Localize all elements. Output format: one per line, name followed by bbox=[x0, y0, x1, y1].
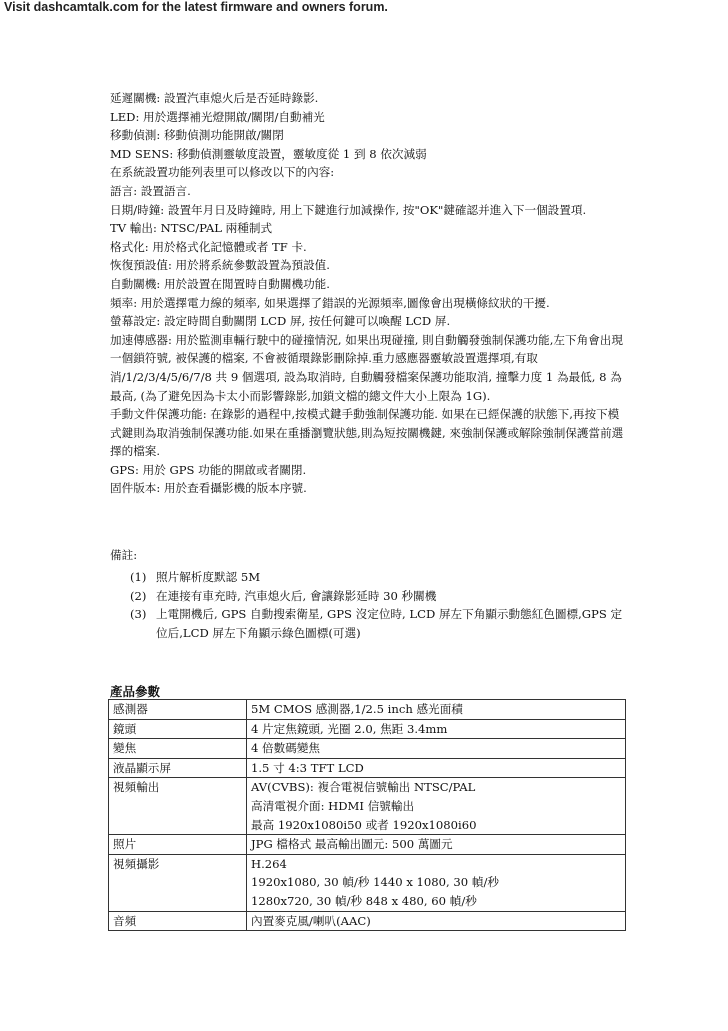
table-row bbox=[109, 700, 626, 720]
paragraph: 語言: 設置語言. bbox=[110, 183, 191, 198]
spec-value-line: 4 倍數碼變焦 bbox=[251, 741, 321, 756]
note-number: (3) bbox=[130, 607, 147, 622]
spec-key: 鏡頭 bbox=[109, 719, 247, 739]
spec-key: 視頻輸出 bbox=[109, 778, 247, 835]
spec-key: 感測器 bbox=[109, 700, 247, 720]
notes-list bbox=[130, 568, 630, 642]
note-text: 照片解析度默認 5M bbox=[156, 570, 261, 584]
spec-table bbox=[108, 699, 626, 931]
spec-value-line: 1.5 寸 4:3 TFT LCD bbox=[251, 760, 364, 775]
note-text: 在連接有車充時, 汽車熄火后, 會讓錄影延時 30 秒關機 bbox=[156, 588, 437, 603]
spec-value bbox=[247, 778, 626, 835]
spec-value bbox=[247, 739, 626, 759]
paragraph: 自動關機: 用於設置在閒置時自動關機功能. bbox=[110, 276, 330, 291]
paragraph: 延遲關機: 設置汽車熄火后是否延時錄影. bbox=[110, 91, 319, 105]
note-number: (1) bbox=[130, 570, 147, 584]
note-text: 上電開機后, GPS 自動搜索衛星, GPS 沒定位時, LCD 屏左下角顯示動態紅色圖標,GPS 定位后,LCD 屏左下角顯示綠色圖標(可選) bbox=[156, 607, 623, 640]
spec-value-line: 內置麥克風/喇叭(AAC) bbox=[251, 913, 371, 928]
paragraph: 固件版本: 用於查看攝影機的版本序號. bbox=[110, 481, 307, 496]
table-row bbox=[109, 739, 626, 759]
paragraph: 螢幕設定: 設定時間自動關閉 LCD 屏, 按任何鍵可以喚醒 LCD 屏. bbox=[110, 314, 451, 329]
note-item bbox=[130, 605, 630, 642]
paragraph: TV 輸出: NTSC/PAL 兩種制式 bbox=[110, 221, 273, 236]
spec-value bbox=[247, 911, 626, 931]
paragraph: 頻率: 用於選擇電力線的頻率, 如果選擇了錯誤的光源頻率,圖像會出現橫條紋狀的干擾. bbox=[110, 295, 550, 310]
spec-value-line: 4 片定焦鏡頭, 光圈 2.0, 焦距 3.4mm bbox=[251, 721, 448, 736]
spec-value-line: 1920x1080, 30 幀/秒 1440 x 1080, 30 幀/秒 bbox=[251, 875, 499, 890]
spec-value bbox=[247, 835, 626, 855]
spec-title: 產品參數 bbox=[110, 684, 161, 699]
settings-description bbox=[110, 89, 630, 498]
spec-value-line: H.264 bbox=[251, 856, 287, 871]
table-row bbox=[109, 758, 626, 778]
spec-value bbox=[247, 700, 626, 720]
spec-value bbox=[247, 758, 626, 778]
paragraph: LED: 用於選擇補光燈開啟/關閉/自動補光 bbox=[110, 109, 325, 124]
note-item bbox=[130, 587, 630, 606]
paragraph: 格式化: 用於格式化記憶體或者 TF 卡. bbox=[110, 239, 307, 254]
table-row bbox=[109, 719, 626, 739]
note-item bbox=[130, 568, 630, 587]
spec-value-line: AV(CVBS): 複合電視信號輸出 NTSC/PAL bbox=[251, 780, 476, 795]
paragraph: 移動偵測: 移動偵測功能開啟/關閉 bbox=[110, 128, 284, 143]
spec-value-line: JPG 檔格式 最高輸出圖元: 500 萬圖元 bbox=[251, 837, 453, 852]
spec-value-line: 最高 1920x1080i50 或者 1920x1080i60 bbox=[251, 817, 477, 832]
paragraph: 恢復預設值: 用於將系統參數設置為預設值. bbox=[110, 258, 330, 273]
spec-value bbox=[247, 854, 626, 911]
paragraph: MD SENS: 移動偵測靈敏度設置，靈敏度從 1 到 8 依次減弱 bbox=[110, 146, 427, 161]
spec-key: 液晶顯示屏 bbox=[109, 758, 247, 778]
spec-value bbox=[247, 719, 626, 739]
spec-value-line: 5M CMOS 感測器,1/2.5 inch 感光面積 bbox=[251, 702, 463, 716]
table-row bbox=[109, 778, 626, 835]
spec-value-line: 1280x720, 30 幀/秒 848 x 480, 60 幀/秒 bbox=[251, 893, 477, 908]
paragraph: 手動文件保護功能: 在錄影的過程中,按模式鍵手動強制保護功能. 如果在已經保護的狀態下,再按下模式鍵則為取消強制保護功能.如果在重播瀏覽狀態,則為短按關機鍵, 來強制保護或解除強制保護當前選擇的檔案. bbox=[110, 407, 624, 459]
spec-key: 變焦 bbox=[109, 739, 247, 759]
spec-key: 音頻 bbox=[109, 911, 247, 931]
spec-key: 視頻攝影 bbox=[109, 854, 247, 911]
spec-key: 照片 bbox=[109, 835, 247, 855]
notes-heading: 備註: bbox=[110, 548, 138, 562]
paragraph: GPS: 用於 GPS 功能的開啟或者關閉. bbox=[110, 462, 307, 477]
paragraph: 日期/時鐘: 設置年月日及時鐘時, 用上下鍵進行加減操作, 按"OK"鍵確認并進入下一個設置項. bbox=[110, 202, 587, 217]
note-number: (2) bbox=[130, 588, 147, 603]
table-row bbox=[109, 911, 626, 931]
paragraph: 加速傳感器: 用於監測車輛行駛中的碰撞情況, 如果出現碰撞, 則自動觸發強制保護功能,左下角會出現一個鎖符號, 被保護的檔案, 不會被循環錄影刪除掉.重力感應器靈敏設置選擇項,有取消/1/2/3/4/5/6/7/8 共 9 個選項, 設為取消時, 自動觸發檔案保護功能取消, 撞擊力度 1 為最低, 8 為最高, (為了避免因為卡太小而影響錄影,加鎖文檔的總文件大小上限為 1G). bbox=[110, 332, 623, 403]
paragraph: 在系統設置功能列表里可以修改以下的內容: bbox=[110, 165, 335, 180]
site-banner: Visit dashcamtalk.com for the latest firmware and owners forum. bbox=[4, 0, 388, 14]
table-row bbox=[109, 854, 626, 911]
spec-value-line: 高清電視介面: HDMI 信號輸出 bbox=[251, 798, 415, 813]
table-row bbox=[109, 835, 626, 855]
